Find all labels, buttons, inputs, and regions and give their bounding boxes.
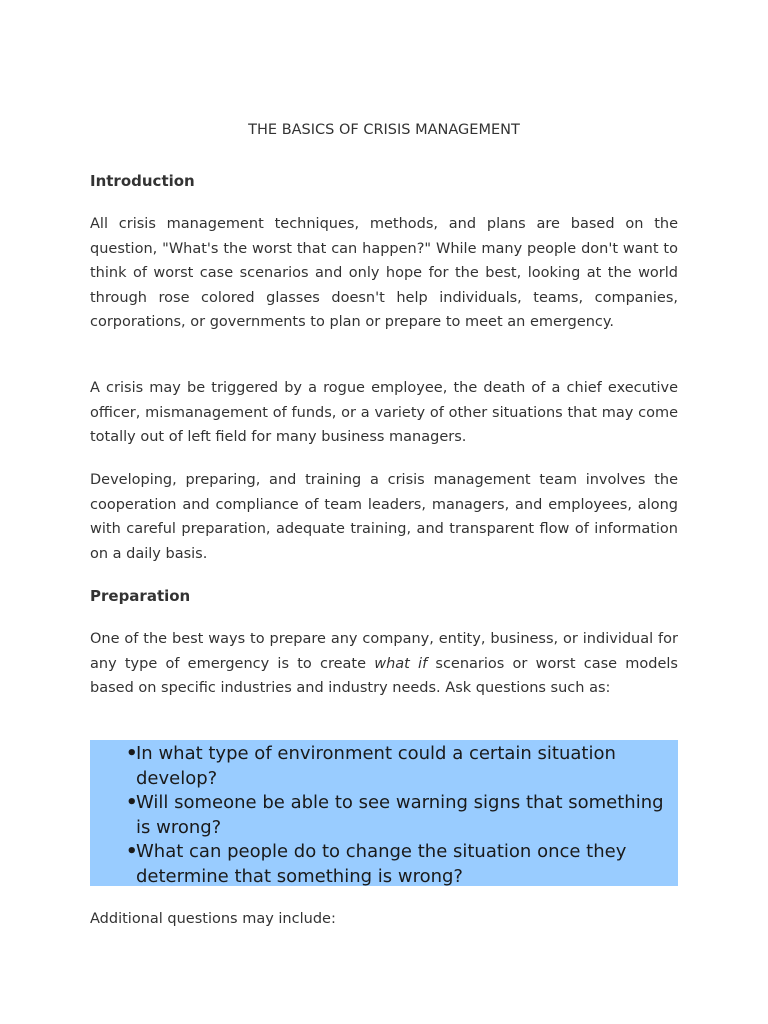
intro-paragraph-2: A crisis may be triggered by a rogue employee, the death of a chief executive officer, mismanagement of funds, or a variety of other situations that may come totally out of left field for many business managers. [90, 380, 678, 445]
bullet-marker: • [126, 841, 138, 862]
list-item [126, 742, 678, 791]
intro-paragraph-3: Developing, preparing, and training a crisis management team involves the cooperation and compliance of team leaders, managers, and employees, along with careful preparation, adequate training, and transparent flow of information on a daily basis. [90, 472, 678, 562]
preparation-paragraph [90, 627, 678, 701]
preparation-text-italic: what if [374, 655, 428, 672]
closing-paragraph: Additional questions may include: [90, 911, 336, 927]
intro-paragraph-1: All crisis management techniques, methods, and plans are based on the question, "What's the worst that can happen?" While many people don't want to think of worst case scenarios and only hope for the best, looking at the world through rose colored glasses doesn't help individuals, teams, companies, corporations, or governments to plan or prepare to meet an emergency. [90, 216, 678, 330]
section-heading-introduction: Introduction [90, 172, 195, 190]
preparation-text-end: scenarios or worst case models based on specific industries and industry needs. Ask questions such as: [90, 655, 678, 696]
section-heading-preparation: Preparation [90, 587, 191, 605]
questions-highlight-box [90, 740, 678, 886]
questions-list [126, 742, 678, 889]
list-item-text: Will someone be able to see warning signs that something is wrong? [136, 792, 664, 838]
list-item-text: In what type of environment could a certain situation develop? [136, 743, 616, 789]
list-item [126, 840, 678, 889]
bullet-marker: • [126, 743, 138, 764]
document-title: THE BASICS OF CRISIS MANAGEMENT [248, 122, 520, 138]
list-item-text: What can people do to change the situation once they determine that something is wrong? [136, 841, 627, 887]
bullet-marker: • [126, 792, 138, 813]
preparation-text-start: One of the best ways to prepare any company, entity, business, or individual for any type of emergency is to create [90, 631, 678, 672]
list-item [126, 791, 678, 840]
